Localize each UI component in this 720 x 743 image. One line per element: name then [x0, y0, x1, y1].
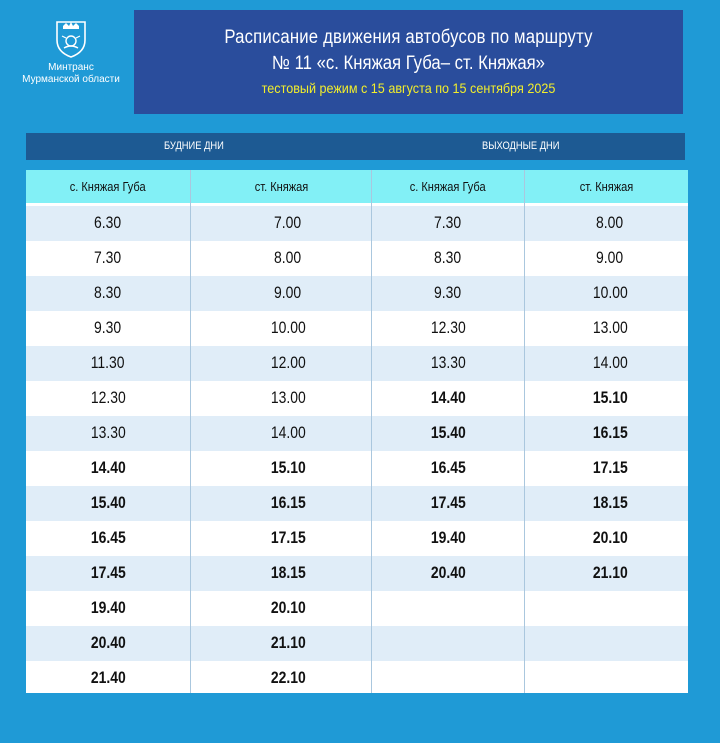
- timetable: [26, 170, 688, 693]
- weekend-guba-time: 14.40: [430, 388, 466, 407]
- weekday-guba-time: 8.30: [94, 283, 122, 302]
- weekday-guba-time: 13.30: [90, 423, 126, 442]
- weekend-guba-time: 17.45: [430, 493, 466, 512]
- weekday-guba-time: 7.30: [94, 248, 122, 267]
- weekday-guba-time: 15.40: [90, 493, 126, 512]
- weekday-station-time: 15.10: [270, 458, 306, 477]
- weekday-station-time: 18.15: [270, 563, 306, 582]
- route-name: № 11 «с. Княжая Губа– ст. Княжая»: [272, 53, 545, 74]
- weekday-station-time: 16.15: [270, 493, 306, 512]
- weekend-station-time: 14.00: [592, 353, 628, 372]
- weekend-station-time: 20.10: [592, 528, 628, 547]
- weekday-station-time: 21.10: [270, 633, 306, 652]
- weekday-station-time: 10.00: [270, 318, 306, 337]
- weekday-station-time: 22.10: [270, 668, 306, 687]
- weekday-guba-time: 14.40: [90, 458, 126, 477]
- weekday-station-time: 9.00: [274, 283, 302, 302]
- weekend-station-time: 10.00: [592, 283, 628, 302]
- weekend-station-time: 15.10: [592, 388, 628, 407]
- weekend-guba-time: 8.30: [434, 248, 462, 267]
- weekday-guba-time: 6.30: [94, 213, 122, 232]
- weekend-guba-time: 19.40: [430, 528, 466, 547]
- weekend-station-time: 21.10: [592, 563, 628, 582]
- weekend-guba-time: 9.30: [434, 283, 462, 302]
- weekday-station-time: 20.10: [270, 598, 306, 617]
- column-header-weekday-guba: с. Княжая Губа: [26, 170, 190, 203]
- weekend-guba-time: 15.40: [430, 423, 466, 442]
- header-title: Расписание движения автобусов по маршруту: [224, 27, 593, 48]
- weekday-station-time: 12.00: [270, 353, 306, 372]
- weekend-station-time: 16.15: [592, 423, 628, 442]
- weekend-guba-time: 16.45: [430, 458, 466, 477]
- weekend-station-time: 18.15: [592, 493, 628, 512]
- weekday-guba-time: 21.40: [90, 668, 126, 687]
- column-header-weekend-guba: с. Княжая Губа: [372, 170, 524, 203]
- test-mode-note: тестовый режим с 15 августа по 15 сентября 2025: [261, 80, 556, 96]
- weekends-label: ВЫХОДНЫЕ ДНИ: [482, 140, 560, 152]
- weekday-guba-time: 17.45: [90, 563, 126, 582]
- weekday-station-time: 7.00: [274, 213, 302, 232]
- weekdays-label: БУДНИЕ ДНИ: [164, 140, 224, 152]
- weekend-guba-time: 20.40: [430, 563, 466, 582]
- weekday-station-time: 8.00: [274, 248, 302, 267]
- weekend-guba-time: 13.30: [430, 353, 466, 372]
- weekday-guba-time: 20.40: [90, 633, 126, 652]
- weekday-guba-time: 16.45: [90, 528, 126, 547]
- weekday-guba-time: 11.30: [91, 353, 125, 372]
- weekday-guba-time: 9.30: [94, 318, 122, 337]
- weekday-station-time: 17.15: [270, 528, 306, 547]
- org-name-line1: Минтранс: [48, 62, 94, 73]
- schedule-header: [134, 10, 683, 114]
- weekend-station-time: 9.00: [596, 248, 624, 267]
- org-name-line2: Мурманской области: [22, 74, 120, 85]
- weekday-guba-time: 12.30: [90, 388, 126, 407]
- weekend-station-time: 13.00: [592, 318, 628, 337]
- coat-of-arms-icon: [54, 18, 88, 58]
- section-bar: [26, 133, 685, 160]
- column-divider: [190, 170, 191, 693]
- weekend-station-time: 8.00: [596, 213, 624, 232]
- weekday-station-time: 14.00: [270, 423, 306, 442]
- weekend-guba-time: 7.30: [434, 213, 462, 232]
- column-header-weekend-station: ст. Княжая: [525, 170, 688, 203]
- weekend-station-time: 17.15: [592, 458, 628, 477]
- weekday-guba-time: 19.40: [90, 598, 126, 617]
- weekend-guba-time: 12.30: [430, 318, 466, 337]
- ministry-logo: [12, 18, 130, 113]
- weekday-station-time: 13.00: [270, 388, 306, 407]
- column-header-weekday-station: ст. Княжая: [191, 170, 371, 203]
